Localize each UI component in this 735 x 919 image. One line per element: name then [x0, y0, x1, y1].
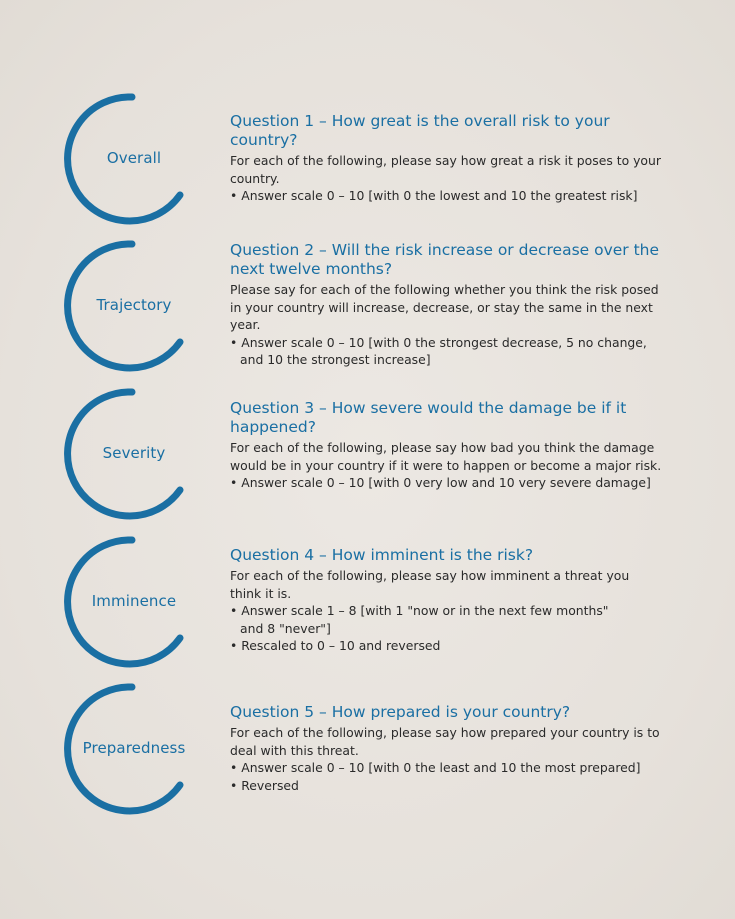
section-label: Trajectory — [96, 296, 172, 314]
question-description: For each of the following, please say how prepared your country is to deal with this threat. — [230, 725, 660, 758]
bullet-item: • Rescaled to 0 – 10 and reversed — [230, 637, 630, 655]
bullet-list — [230, 187, 670, 205]
section-content — [230, 703, 670, 794]
bullet-item: • Answer scale 0 – 10 [with 0 the strongest decrease, 5 no change, and 10 the strongest increase] — [230, 334, 670, 369]
section-content — [230, 241, 670, 369]
question-title: Question 2 – Will the risk increase or decrease over the next twelve months? — [230, 241, 660, 278]
bullet-item: • Answer scale 0 – 10 [with 0 the least and 10 the most prepared] — [230, 759, 670, 777]
question-description: For each of the following, please say how bad you think the damage would be in your country if it were to happen or become a major risk. — [230, 440, 662, 473]
bullet-list — [230, 759, 670, 794]
question-title: Question 5 – How prepared is your country? — [230, 703, 571, 721]
section-label: Severity — [102, 444, 166, 462]
section-content — [230, 546, 670, 655]
bullet-list — [230, 602, 630, 655]
question-title: Question 3 – How severe would the damage be if it happened? — [230, 399, 627, 436]
bullet-item: • Answer scale 0 – 10 [with 0 very low and 10 very severe damage] — [230, 474, 670, 492]
section-content — [230, 399, 670, 492]
section-label: Imminence — [91, 592, 177, 610]
question-description: Please say for each of the following whether you think the risk posed in your country will increase, decrease, or stay the same in the next year. — [230, 282, 659, 332]
bullet-item: • Reversed — [230, 777, 670, 795]
question-description: For each of the following, please say how imminent a threat you think it is. — [230, 568, 630, 601]
question-title: Question 4 – How imminent is the risk? — [230, 546, 534, 564]
section-content — [230, 112, 670, 205]
question-description: For each of the following, please say how great a risk it poses to your country. — [230, 153, 661, 186]
bullet-list — [230, 334, 670, 369]
section-label: Preparedness — [82, 739, 186, 757]
bullet-item: • Answer scale 0 – 10 [with 0 the lowest and 10 the greatest risk] — [230, 187, 670, 205]
question-title: Question 1 – How great is the overall risk to your country? — [230, 112, 610, 149]
section-label: Overall — [106, 149, 162, 167]
bullet-list — [230, 474, 670, 492]
bullet-item: • Answer scale 1 – 8 [with 1 "now or in the next few months" and 8 "never"] — [230, 602, 630, 637]
